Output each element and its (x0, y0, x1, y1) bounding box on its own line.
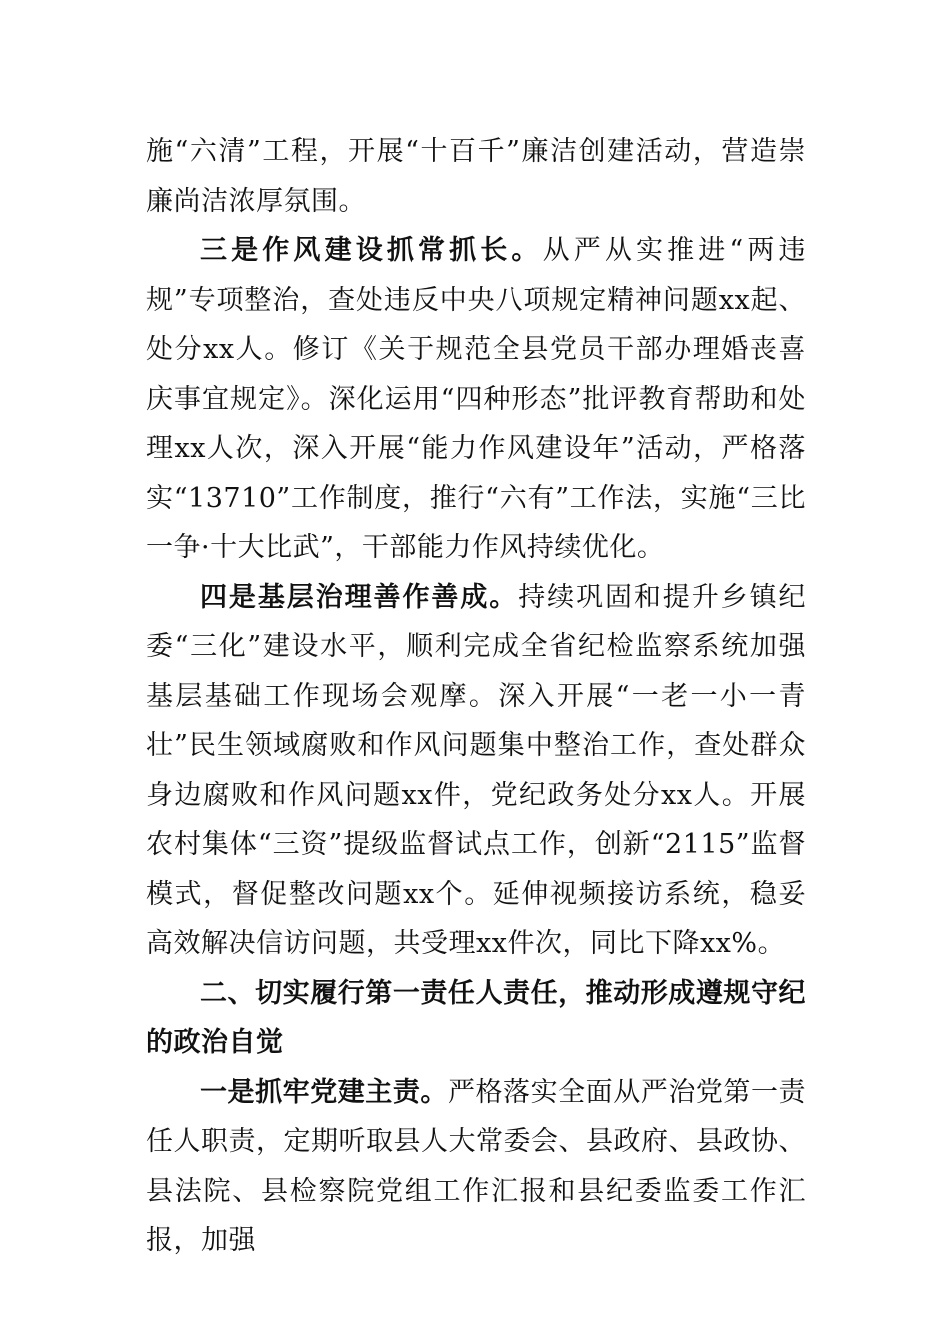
paragraph-lead: 三是作风建设抓常抓长。 (200, 235, 543, 266)
paragraph-text: 施“六清”工程，开展“十百千”廉洁创建活动，营造崇廉尚洁浓厚氛围。 (146, 136, 806, 217)
section-heading: 二、切实履行第一责任人责任，推动形成遵规守纪的政治自觉 (146, 977, 806, 1058)
paragraph-work-style (146, 226, 806, 573)
paragraph-grassroots-governance (146, 573, 806, 969)
document-page (146, 127, 806, 1266)
paragraph-party-building (146, 1068, 806, 1266)
paragraph-text: 严格落实全面从严治党第一责任人职责，定期听取县人大常委会、县政府、县政协、县法院、县检察院党组工作汇报和县纪委监委工作汇报，加强 (146, 1076, 807, 1256)
paragraph-text: 持续巩固和提升乡镇纪委“三化”建设水平，顺利完成全省纪检监察系统加强基层基础工作现场会观摩。深入开展“一老一小一青壮”民生领域腐败和作风问题集中整治工作，查处群众身边腐败和作风问题xx件，党纪政务处分xx人。开展农村集体“三资”提级监督试点工作，创新“2115”监督模式，督促整改问题xx个。延伸视频接访系统，稳妥高效解决信访问题，共受理xx件次，同比下降xx%。 (146, 581, 807, 959)
paragraph-continuation (146, 127, 806, 226)
paragraph-lead: 四是基层治理善作善成。 (200, 581, 519, 613)
paragraph-text: 从严从实推进“两违规”专项整治，查处违反中央八项规定精神问题xx起、处分xx人。修订《关于规范全县党员干部办理婚丧喜庆事宜规定》。深化运用“四种形态”批评教育帮助和处理xx人次，深入开展“能力作风建设年”活动，严格落实“13710”工作制度，推行“六有”工作法，实施“三比一争·十大比武”，干部能力作风持续优化。 (146, 235, 806, 563)
paragraph-lead: 一是抓牢党建主责。 (200, 1076, 448, 1108)
